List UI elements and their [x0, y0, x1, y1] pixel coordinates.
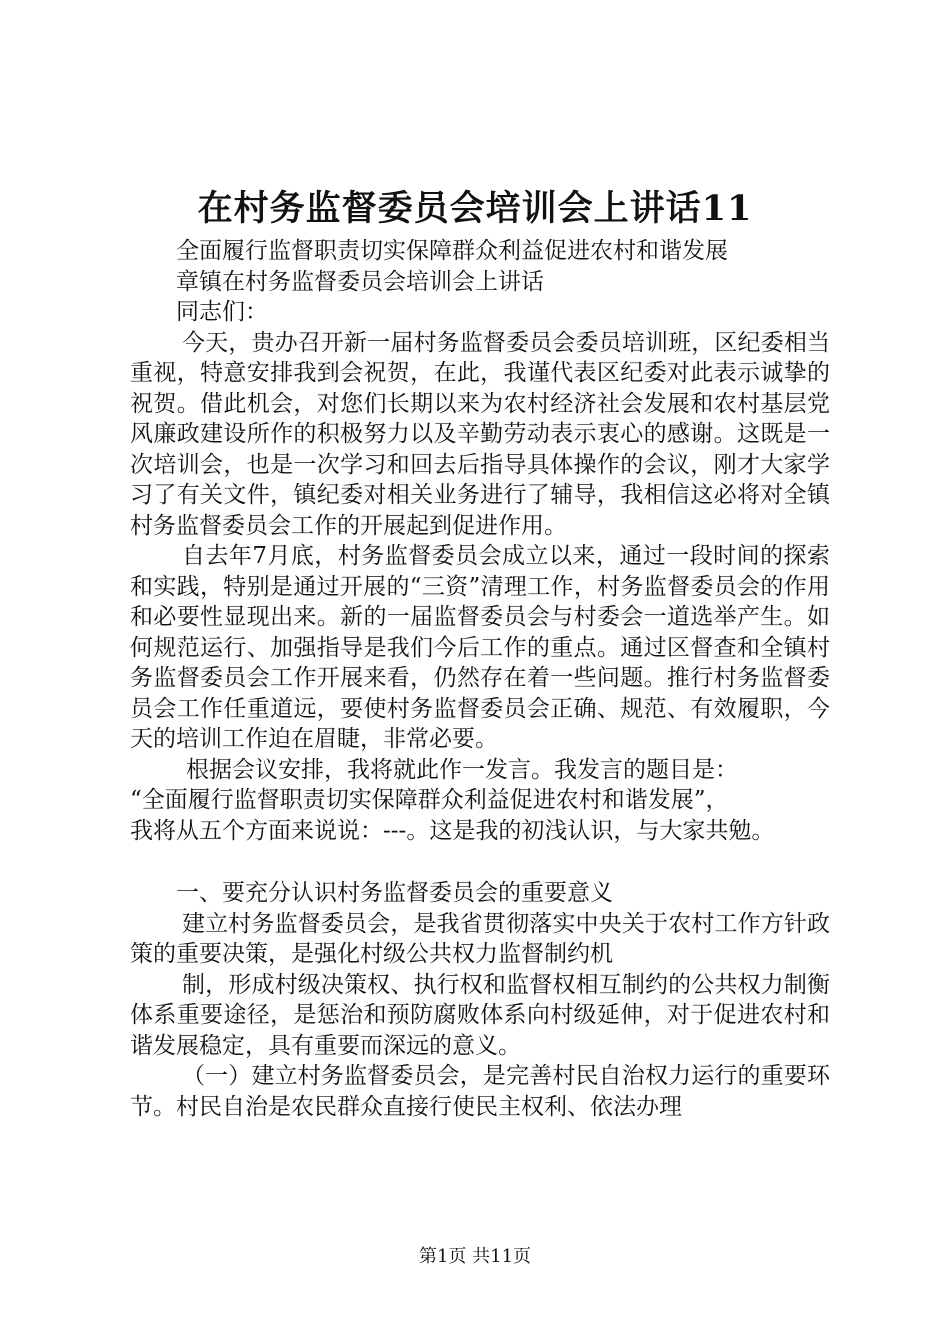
document-title: 在村务监督委员会培训会上讲话11	[197, 188, 753, 229]
spacer	[130, 846, 830, 878]
paragraph: 今天，贵办召开新一届村务监督委员会委员培训班，区纪委相当重视，特意安排我到会祝贺，在此，我谨代表区纪委对此表示诚挚的祝贺。借此机会，对您们长期以来为农村经济社会发展和农村基层党风廉政建设所作的积极努力以及辛勤劳动表示衷心的感谢。这既是一次培训会，也是一次学习和回去后指导具体操作的会议，刚才大家学习了有关文件，镇纪委对相关业务进行了辅导，我相信这必将对全镇村务监督委员会工作的开展起到促进作用。	[130, 329, 830, 539]
page-footer: 第1页 共11页	[418, 1246, 532, 1267]
paragraph-line: 我将从五个方面来说说：---。这是我的初浅认识，与大家共勉。	[130, 817, 775, 844]
paragraph: （一）建立村务监督委员会，是完善村民自治权力运行的重要环节。村民自治是农民群众直接行使民主权利、依法办理	[130, 1063, 830, 1120]
paragraph: 建立村务监督委员会，是我省贯彻落实中央关于农村工作方针政策的重要决策，是强化村级公共权力监督制约机	[130, 910, 830, 967]
document-body	[130, 236, 830, 1122]
section-heading: 一、要充分认识村务监督委员会的重要意义	[176, 880, 613, 906]
byline: 章镇在村务监督委员会培训会上讲话	[176, 268, 544, 295]
paragraph: 制，形成村级决策权、执行权和监督权相互制约的公共权力制衡体系重要途径，是惩治和预防腐败体系向村级延伸，对于促进农村和谐发展稳定，具有重要而深远的意义。	[130, 971, 830, 1059]
subtitle: 全面履行监督职责切实保障群众利益促进农村和谐发展	[176, 238, 728, 264]
paragraph: 自去年7月底，村务监督委员会成立以来，通过一段时间的探索和实践，特别是通过开展的“三资”清理工作，村务监督委员会的作用和必要性显现出来。新的一届监督委员会与村委会一道选举产生。如何规范运行、加强指导是我们今后工作的重点。通过区督查和全镇村务监督委员会工作开展来看，仍然存在着一些问题。推行村务监督委员会工作任重道远，要使村务监督委员会正确、规范、有效履职，今天的培训工作迫在眉睫，非常必要。	[130, 543, 830, 752]
salutation: 同志们：	[176, 299, 268, 325]
paragraph-line: “全面履行监督职责切实保障群众利益促进农村和谐发展”，	[130, 787, 729, 813]
paragraph-line: 根据会议安排，我将就此作一发言。我发言的题目是：	[186, 756, 738, 783]
